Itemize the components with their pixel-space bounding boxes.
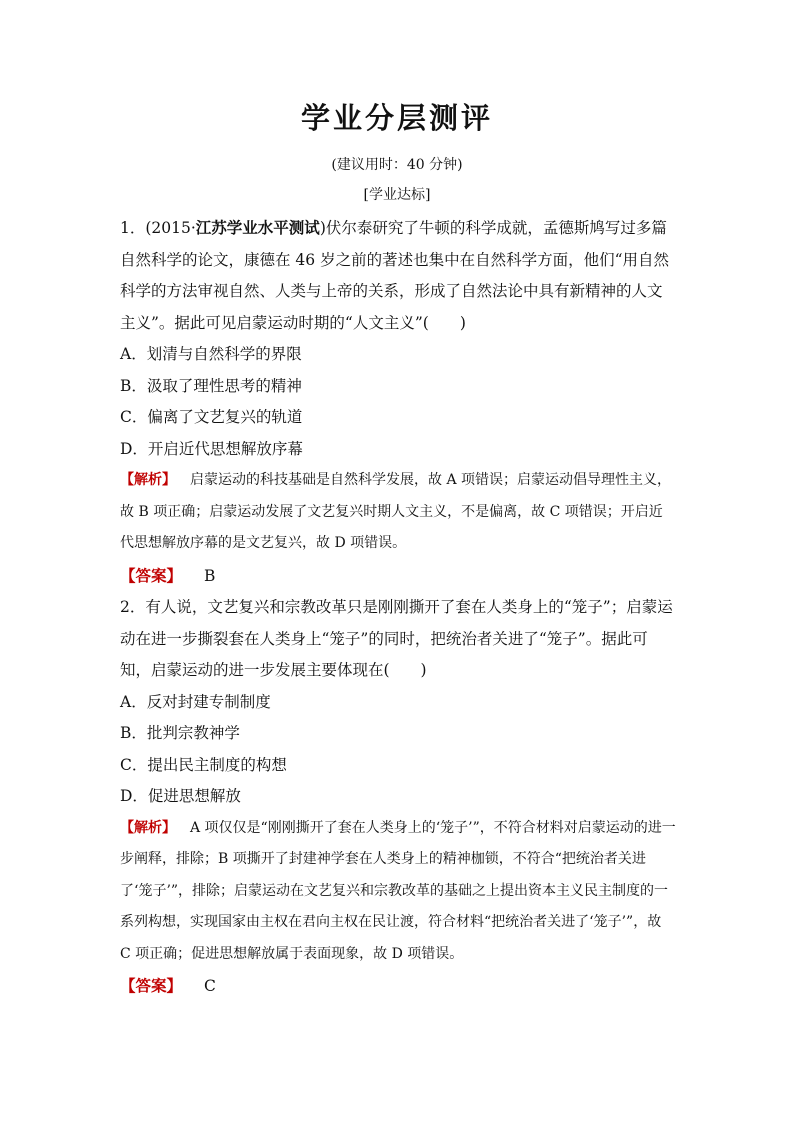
question-1-option-a: A．划清与自然科学的界限 [120, 345, 302, 363]
question-1-number: 1．(2015· [120, 219, 196, 237]
question-1-option-d: D．开启近代思想解放序幕 [120, 439, 303, 458]
question-1-option-c: C．偏离了文艺复兴的轨道 [120, 408, 303, 426]
explain-label: 【解析】 [120, 819, 176, 836]
questions [120, 212, 676, 1003]
question-2-explanation [120, 813, 676, 971]
question-1-answer [120, 560, 676, 593]
question-2-option-c: C．提出民主制度的构想 [120, 755, 287, 774]
question-1-text: )伏尔泰研究了牛顿的科学成就，孟德斯鸠写过多篇自然科学的论文，康德在 46 岁之前的著述也集中在自然科学方面，他们“用自然科学的方法审视自然、人类与上帝的关系，形成了自然法论中具有新精神的人文主义”。据此可见启蒙运动时期的“人文主义”( ) [120, 219, 670, 332]
answer-label: 【答案】 [120, 565, 183, 585]
page-title: 学业分层测评 [300, 101, 493, 135]
answer-label: 【答案】 [120, 976, 183, 995]
question-1-option-b: B．汲取了理性思考的精神 [120, 376, 302, 395]
question-2-option-b: B．批判宗教神学 [120, 724, 240, 742]
question-2-answer-value: C [204, 977, 216, 995]
time-suggestion: (建议用时：40 分钟) [331, 157, 463, 173]
question-1-stem [120, 212, 676, 339]
explain-label: 【解析】 [120, 472, 176, 488]
question-1-explanation-text: 启蒙运动的科技基础是自然科学发展，故 A 项错误；启蒙运动倡导理性主义，故 B 项正确；启蒙运动发展了文艺复兴时期人文主义，不是偏离，故 C 项错误；开启近代思想解放序幕的是文艺复兴，故 D 项错误。 [120, 472, 672, 551]
question-1-source: 江苏学业水平测试 [195, 218, 320, 237]
question-2-answer [120, 970, 676, 1003]
question-2-option-d: D．促进思想解放 [120, 787, 241, 805]
question-2-explanation-text: A 项仅仅是“刚刚撕开了套在人类身上的‘笼子’”，不符合材料对启蒙运动的进一步阐释，排除；B 项撕开了封建神学套在人类身上的精神枷锁，不符合“把统治者关进了‘笼子’”，排除；启蒙运动在文艺复兴和宗教改革的基础之上提出资本主义民主制度的一系列构想，实现国家由主权在君向主权在民让渡，符合材料“把统治者关进了‘笼子’”，故 C 项正确；促进思想解放属于表面现象，故 D 项错误。 [120, 819, 676, 962]
section-heading: [学业达标] [363, 187, 431, 203]
question-1-answer-value: B [204, 566, 216, 585]
question-2-option-a: A．反对封建专制制度 [120, 692, 271, 711]
question-1-explanation [120, 465, 676, 560]
question-2-stem: 2．有人说，文艺复兴和宗教改革只是刚刚撕开了套在人类身上的“笼子”；启蒙运动在进一步撕裂套在人类身上“笼子”的同时，把统治者关进了“笼子”。据此可知，启蒙运动的进一步发展主要体现在( ) [120, 598, 673, 679]
